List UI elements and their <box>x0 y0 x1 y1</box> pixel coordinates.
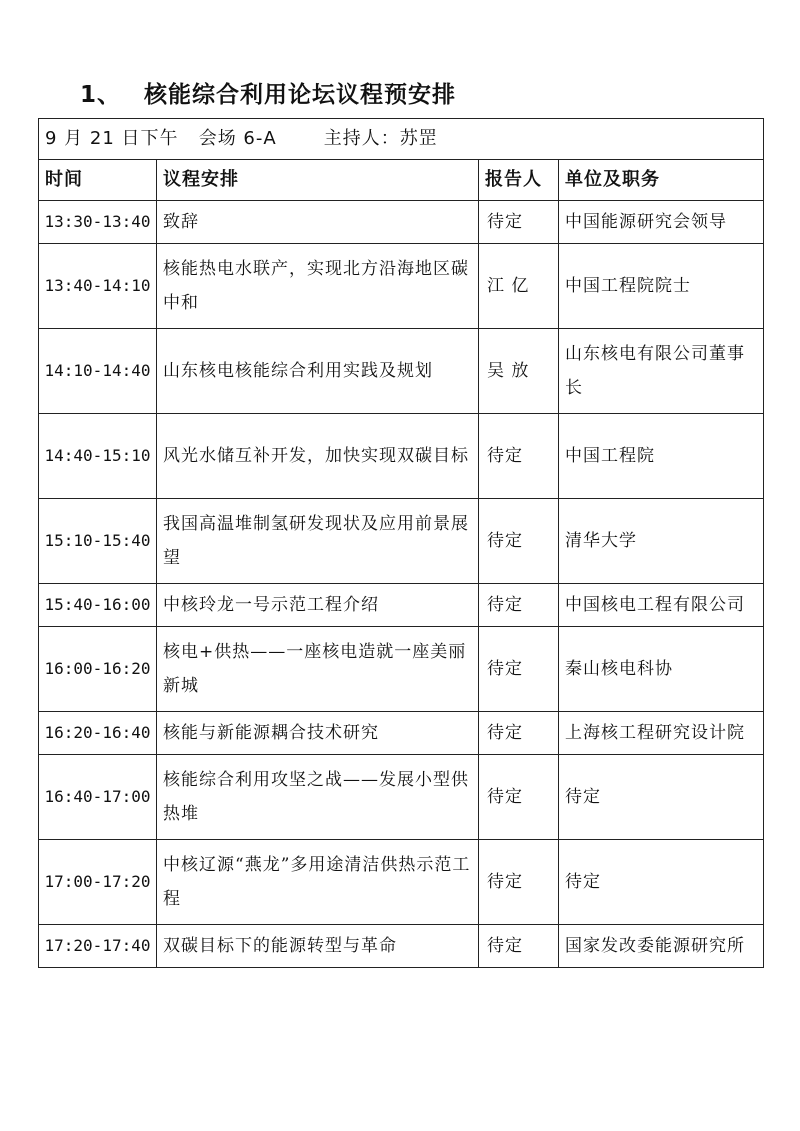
agenda-cell: 致辞 <box>157 201 479 244</box>
time-cell: 16:00-16:20 <box>39 627 157 712</box>
time-cell: 13:40-14:10 <box>39 244 157 329</box>
page-title <box>80 76 456 109</box>
speaker-cell: 待定 <box>479 584 559 627</box>
time-cell: 14:10-14:40 <box>39 329 157 414</box>
header-org: 单位及职务 <box>559 160 764 201</box>
time-cell: 16:40-17:00 <box>39 755 157 840</box>
org-cell: 中国工程院 <box>559 414 764 499</box>
speaker-cell: 待定 <box>479 499 559 584</box>
table-row <box>39 755 764 840</box>
org-cell: 待定 <box>559 840 764 925</box>
speaker-cell: 待定 <box>479 201 559 244</box>
time-cell: 16:20-16:40 <box>39 712 157 755</box>
time-cell: 17:20-17:40 <box>39 925 157 968</box>
section-number: 1、 <box>80 82 122 108</box>
time-cell: 15:40-16:00 <box>39 584 157 627</box>
agenda-cell: 山东核电核能综合利用实践及规划 <box>157 329 479 414</box>
host-label: 主持人： <box>323 128 400 149</box>
agenda-cell: 我国高温堆制氢研发现状及应用前景展望 <box>157 499 479 584</box>
agenda-table <box>38 118 764 968</box>
org-cell: 清华大学 <box>559 499 764 584</box>
table-row <box>39 925 764 968</box>
title-text: 核能综合利用论坛议程预安排 <box>144 82 457 108</box>
speaker-cell: 待定 <box>479 925 559 968</box>
table-row <box>39 627 764 712</box>
speaker-cell: 江 亿 <box>479 244 559 329</box>
speaker-cell: 待定 <box>479 840 559 925</box>
header-time: 时间 <box>39 160 157 201</box>
org-cell: 上海核工程研究设计院 <box>559 712 764 755</box>
session-row <box>39 119 764 160</box>
time-cell: 15:10-15:40 <box>39 499 157 584</box>
time-cell: 13:30-13:40 <box>39 201 157 244</box>
speaker-cell: 待定 <box>479 712 559 755</box>
table-row <box>39 840 764 925</box>
table-row <box>39 712 764 755</box>
time-cell: 14:40-15:10 <box>39 414 157 499</box>
agenda-cell: 核能与新能源耦合技术研究 <box>157 712 479 755</box>
org-cell: 山东核电有限公司董事长 <box>559 329 764 414</box>
session-date: 9 月 21 日下午 <box>45 128 179 149</box>
speaker-cell: 待定 <box>479 755 559 840</box>
session-venue: 会场 6-A <box>198 128 277 149</box>
table-header <box>39 160 764 201</box>
header-agenda: 议程安排 <box>157 160 479 201</box>
header-speaker: 报告人 <box>479 160 559 201</box>
session-info <box>39 119 764 160</box>
table-row <box>39 414 764 499</box>
table-row <box>39 499 764 584</box>
org-cell: 秦山核电科协 <box>559 627 764 712</box>
speaker-cell: 待定 <box>479 627 559 712</box>
org-cell: 国家发改委能源研究所 <box>559 925 764 968</box>
agenda-cell: 中核玲龙一号示范工程介绍 <box>157 584 479 627</box>
org-cell: 中国工程院院士 <box>559 244 764 329</box>
agenda-cell: 核能综合利用攻坚之战——发展小型供热堆 <box>157 755 479 840</box>
agenda-cell: 中核辽源“燕龙”多用途清洁供热示范工程 <box>157 840 479 925</box>
agenda-cell: 风光水储互补开发，加快实现双碳目标 <box>157 414 479 499</box>
speaker-cell: 待定 <box>479 414 559 499</box>
table-row <box>39 584 764 627</box>
agenda-cell: 核能热电水联产，实现北方沿海地区碳中和 <box>157 244 479 329</box>
time-cell: 17:00-17:20 <box>39 840 157 925</box>
org-cell: 中国核电工程有限公司 <box>559 584 764 627</box>
host-name: 苏罡 <box>399 128 438 149</box>
table-row <box>39 329 764 414</box>
agenda-cell: 双碳目标下的能源转型与革命 <box>157 925 479 968</box>
speaker-cell: 吴 放 <box>479 329 559 414</box>
agenda-cell: 核电+供热——一座核电造就一座美丽新城 <box>157 627 479 712</box>
table-row <box>39 201 764 244</box>
table-row <box>39 244 764 329</box>
org-cell: 中国能源研究会领导 <box>559 201 764 244</box>
org-cell: 待定 <box>559 755 764 840</box>
